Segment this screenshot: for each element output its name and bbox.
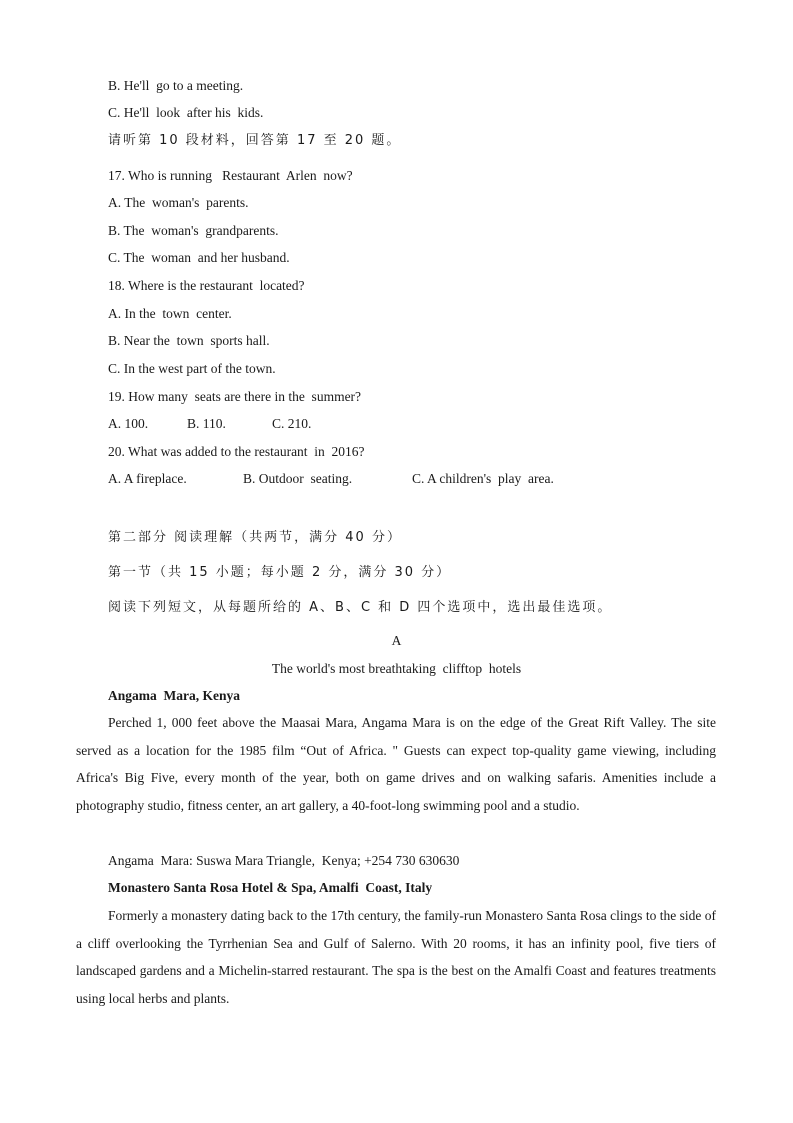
- passage-label: A: [391, 633, 402, 648]
- q17-option-a: A. The woman's parents.: [108, 195, 249, 210]
- hotel2-name: Monastero Santa Rosa Hotel & Spa, Amalfi Coast, Italy: [108, 880, 433, 895]
- hotel2-description-block: [76, 902, 716, 1012]
- q16-option-c: C. He'll look after his kids.: [108, 105, 264, 120]
- hotel1-description: Perched 1, 000 feet above the Maasai Mara, Angama Mara is on the edge of the Great Rift Valley. The site served as a location for the 1985 film “Out of Africa. " Guests can expect top-quality game viewing, including Africa's Big Five, every month of the year, both on game drives and on walking safaris. Amenities include a photography studio, fitness center, an art gallery, a 40-foot-long swimming pool and a studio.: [76, 715, 716, 813]
- q18-option-b: B. Near the town sports hall.: [108, 333, 270, 348]
- section1-title: 第一节（共 15 小题；每小题 2 分，满分 30 分）: [108, 565, 452, 580]
- q19-question: 19. How many seats are there in the summer?: [108, 389, 362, 404]
- hotel1-contact: Angama Mara: Suswa Mara Triangle, Kenya; +254 730 630630: [108, 853, 460, 868]
- q17-option-c: C. The woman and her husband.: [108, 250, 290, 265]
- hotel1-name: Angama Mara, Kenya: [108, 688, 240, 703]
- q20-question: 20. What was added to the restaurant in 2016?: [108, 444, 365, 459]
- q19-option-c: C. 210.: [272, 416, 312, 431]
- q19-option-b: B. 110.: [187, 416, 226, 431]
- q17-option-b: B. The woman's grandparents.: [108, 223, 279, 238]
- q19-option-a: A. 100.: [108, 416, 149, 431]
- q17-question: 17. Who is running Restaurant Arlen now?: [108, 168, 353, 183]
- reading-instruction: 阅读下列短文，从每题所给的 A、B、C 和 D 四个选项中，选出最佳选项。: [108, 600, 613, 615]
- listening-instruction-17-20: 请听第 10 段材料，回答第 17 至 20 题。: [108, 133, 402, 148]
- q20-option-c: C. A children's play area.: [412, 471, 554, 486]
- q18-option-a: A. In the town center.: [108, 306, 232, 321]
- q20-option-b: B. Outdoor seating.: [243, 471, 353, 486]
- part2-title: 第二部分 阅读理解（共两节，满分 40 分）: [108, 530, 402, 545]
- hotel2-description: Formerly a monastery dating back to the 17th century, the family-run Monastero Santa Rosa clings to the side of a cliff overlooking the Tyrrhenian Sea and Gulf of Salerno. With 20 rooms, it has an infinity pool, five tiers of landscaped gardens and a Michelin-starred restaurant. The spa is the best on the Amalfi Coast and features treatments using local herbs and plants.: [76, 908, 716, 1006]
- q16-option-b: B. He'll go to a meeting.: [108, 78, 244, 93]
- q20-option-a: A. A fireplace.: [108, 471, 187, 486]
- passage-title: The world's most breathtaking clifftop hotels: [271, 661, 522, 676]
- q18-question: 18. Where is the restaurant located?: [108, 278, 305, 293]
- hotel1-description-block: [76, 709, 716, 819]
- q18-option-c: C. In the west part of the town.: [108, 361, 276, 376]
